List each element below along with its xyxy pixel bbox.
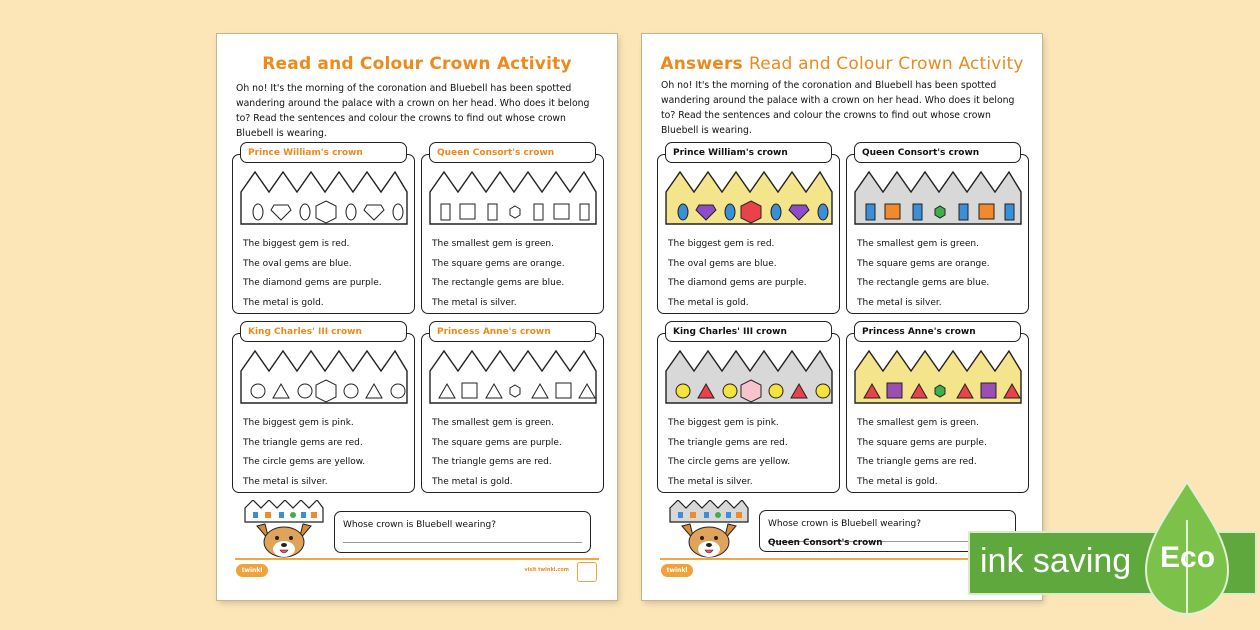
clue-list (243, 238, 382, 317)
crown-card-title: Princess Anne's crown (429, 321, 596, 342)
answer-line[interactable] (343, 542, 582, 543)
clue: The diamond gems are purple. (668, 278, 807, 289)
crown-card-princess-anne (846, 321, 1029, 493)
clue: The metal is gold. (243, 298, 324, 309)
crown-card-queen-consort (421, 142, 604, 314)
clue: The metal is silver. (432, 298, 517, 309)
clue: The oval gems are blue. (243, 258, 352, 269)
clue: The metal is gold. (668, 298, 749, 309)
crown-silver-queen-icon (853, 168, 1023, 226)
clue: The square gems are purple. (857, 437, 987, 448)
clue: The diamond gems are purple. (243, 278, 382, 289)
eco-label: Eco (1160, 541, 1216, 574)
clue: The oval gems are blue. (668, 258, 777, 269)
clue: The smallest gem is green. (857, 239, 979, 249)
footer-divider (235, 558, 599, 560)
quality-badge-icon (577, 562, 597, 582)
clue: The metal is silver. (243, 477, 328, 488)
question-box (334, 511, 591, 553)
worksheet-title: Read and Colour Crown Activity (262, 54, 572, 74)
clue: The smallest gem is green. (857, 418, 979, 428)
clue: The metal is silver. (668, 477, 753, 488)
crown-card-prince-william (232, 142, 415, 314)
crown-card-title: King Charles' III crown (665, 321, 832, 342)
crown-card-title: Princess Anne's crown (854, 321, 1021, 342)
clue: The square gems are orange. (857, 258, 990, 269)
clue: The triangle gems are red. (857, 457, 977, 468)
crown-card-title: King Charles' III crown (240, 321, 407, 342)
worksheet-left (217, 34, 617, 600)
clue: The smallest gem is green. (432, 239, 554, 249)
clue: The smallest gem is green. (432, 418, 554, 428)
crown-card-title: Queen Consort's crown (429, 142, 596, 163)
question-text: Whose crown is Bluebell wearing? (768, 519, 921, 529)
clue: The circle gems are yellow. (243, 457, 366, 468)
clue: The biggest gem is red. (243, 239, 350, 249)
clue: The biggest gem is red. (668, 239, 775, 249)
corgi-with-crown-icon (243, 500, 327, 558)
clue-list (243, 417, 365, 496)
crown-outline-king-icon (239, 347, 409, 405)
clue: The metal is silver. (857, 298, 942, 309)
clue: The rectangle gems are blue. (857, 278, 990, 289)
worksheet-title: Answers Read and Colour Crown Activity (660, 54, 1024, 74)
crown-outline-anne-icon (428, 347, 598, 405)
corgi-with-crown-icon (668, 500, 752, 558)
answer-text: Queen Consort's crown (768, 538, 883, 548)
clue: The triangle gems are red. (243, 437, 363, 448)
crown-card-title: Prince William's crown (665, 142, 832, 163)
crown-card-prince-william (657, 142, 840, 314)
clue: The biggest gem is pink. (243, 418, 354, 428)
worksheet-answers (642, 34, 1042, 600)
clue-list (432, 238, 565, 317)
twinkl-logo: twinkl (236, 564, 268, 577)
clue: The biggest gem is pink. (668, 418, 779, 428)
crown-card-title: Prince William's crown (240, 142, 407, 163)
crown-silver-king-icon (664, 347, 834, 405)
clue-list (857, 417, 987, 496)
crown-card-queen-consort (846, 142, 1029, 314)
worksheet-intro: Oh no! It's the morning of the coronation and Bluebell has been spotted wandering around the palace with a crown on her head. Who does it belong to? Read the sentences and colour the crowns to find out whose crown Bluebell is wearing. (236, 83, 590, 139)
clue: The metal is gold. (432, 477, 513, 488)
clue: The circle gems are yellow. (668, 457, 791, 468)
clue: The triangle gems are red. (432, 457, 552, 468)
crown-gold-william-icon (664, 168, 834, 226)
clue: The square gems are orange. (432, 258, 565, 269)
crown-card-princess-anne (421, 321, 604, 493)
clue-list (668, 417, 790, 496)
clue-list (857, 238, 990, 317)
crown-outline-queen-icon (428, 168, 598, 226)
answers-label: Answers (660, 54, 743, 74)
crown-outline-william-icon (239, 168, 409, 226)
clue: The triangle gems are red. (668, 437, 788, 448)
site-link: visit twinkl.com (524, 567, 569, 573)
worksheet-intro: Oh no! It's the morning of the coronation and Bluebell has been spotted wandering around the palace with a crown on her head. Who does it belong to? Read the sentences and colour the crowns to find out whose crown Bluebell is wearing. (661, 80, 1015, 136)
crown-card-king-charles (232, 321, 415, 493)
clue-list (668, 238, 807, 317)
twinkl-logo: twinkl (661, 564, 693, 577)
question-text: Whose crown is Bluebell wearing? (343, 520, 496, 530)
clue: The square gems are purple. (432, 437, 562, 448)
ink-saving-label: ink saving (980, 542, 1132, 580)
clue-list (432, 417, 562, 496)
crown-card-title: Queen Consort's crown (854, 142, 1021, 163)
clue: The metal is gold. (857, 477, 938, 488)
clue: The rectangle gems are blue. (432, 278, 565, 289)
crown-card-king-charles (657, 321, 840, 493)
crown-gold-anne-icon (853, 347, 1023, 405)
